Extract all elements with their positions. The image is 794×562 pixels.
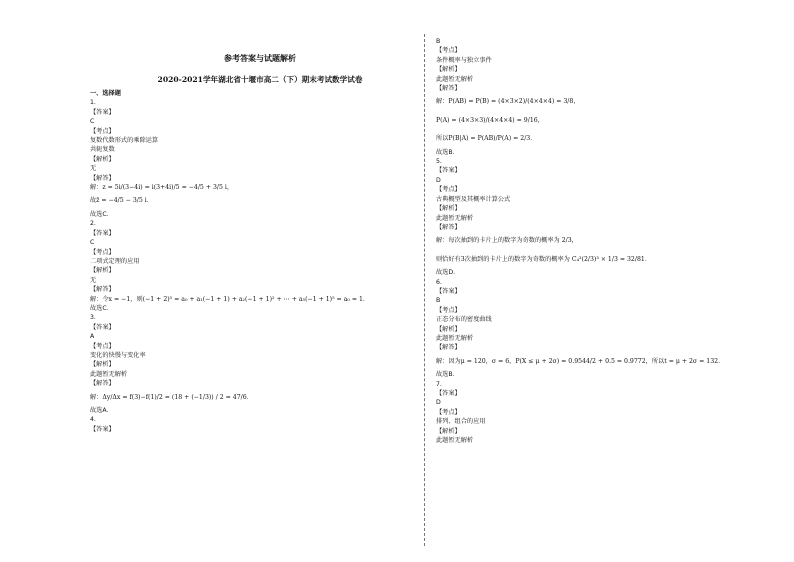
q1-answer-label: 【答案】 bbox=[90, 108, 115, 116]
q3-solution: 解：Δy/Δx = f(3)−f(1)/2 = (18 + (−1/3)) / 2 = 47/6． bbox=[90, 393, 253, 401]
q1-point-2: 共轭复数 bbox=[90, 146, 115, 154]
q6-point-label: 【考点】 bbox=[436, 306, 461, 314]
q5-point-1: 古典概型及其概率计算公式 bbox=[436, 195, 511, 203]
q4-detail-label: 【解答】 bbox=[436, 85, 461, 93]
left-column bbox=[90, 89, 420, 434]
q2-solution: 解：令x = −1，则(−1 + 2)⁵ = a₀ + a₁(−1 + 1) + a₂(−1 + 1)² + ⋯ + a₅(−1 + 1)⁵ = a₀ = 1． bbox=[90, 295, 370, 303]
q4-choice: 故选B． bbox=[436, 148, 459, 156]
section-heading: 一、选择题 bbox=[90, 90, 121, 97]
column-divider bbox=[424, 34, 425, 546]
q1-conclusion: 故z̄ = −4/5 − 3/5 i． bbox=[90, 197, 153, 205]
q1-choice: 故选C． bbox=[90, 210, 113, 218]
q2-number: 2. bbox=[90, 220, 96, 228]
q4-analysis-label: 【解析】 bbox=[436, 66, 461, 74]
q2-analysis-label: 【解析】 bbox=[90, 267, 115, 275]
q2-point-1: 二项式定理的应用 bbox=[90, 257, 140, 265]
q1-analysis: 无 bbox=[90, 165, 97, 173]
q7-answer: D bbox=[436, 399, 441, 407]
q5-answer-label: 【答案】 bbox=[436, 167, 461, 175]
q3-detail-label: 【解答】 bbox=[90, 380, 115, 388]
q6-analysis: 此题暂无解析 bbox=[436, 334, 474, 342]
q6-answer-label: 【答案】 bbox=[436, 287, 461, 295]
q3-choice: 故选A． bbox=[90, 407, 113, 414]
q5-line-2: 则恰好有3次抽到的卡片上的数字为奇数的概率为 C₄³(2/3)³ × 1/3 = 32/81． bbox=[436, 255, 652, 263]
q3-analysis-label: 【解析】 bbox=[90, 361, 115, 369]
q4-analysis: 此题暂无解析 bbox=[436, 75, 474, 83]
q6-line-1: 解：因为μ = 120，σ = 6，P(X ≤ μ + 2σ) = 0.9544/2 + 0.5 = 0.9772，所以t = μ + 2σ = 132． bbox=[436, 357, 725, 365]
q5-answer: D bbox=[436, 176, 441, 184]
q1-answer: C bbox=[90, 118, 95, 126]
q3-analysis: 此题暂无解析 bbox=[90, 370, 128, 378]
q2-answer: C bbox=[90, 239, 95, 247]
q6-point-1: 正态分布的密度曲线 bbox=[436, 316, 492, 324]
q4-line-1: 解：P(AB) = P(B) = (4×3×2)/(4×4×4) = 3/8， bbox=[436, 98, 580, 106]
q3-number: 3. bbox=[90, 314, 96, 322]
q4-point-label: 【考点】 bbox=[436, 47, 461, 55]
q5-line-1: 解：每次抽到的卡片上的数字为奇数的概率为 2/3， bbox=[436, 237, 578, 245]
q7-analysis: 此题暂无解析 bbox=[436, 437, 474, 445]
q2-analysis: 无 bbox=[90, 276, 97, 284]
q1-detail-label: 【解答】 bbox=[90, 174, 115, 182]
answer-key-title: 参考答案与试题解析 bbox=[224, 53, 296, 63]
q5-choice: 故选D． bbox=[436, 269, 460, 277]
q1-solution: 解：z = 5i/(3−4i) = i(3+4i)/5 = −4/5 + 3/5 i， bbox=[90, 184, 234, 192]
q6-choice: 故选B． bbox=[436, 371, 459, 379]
q7-number: 7. bbox=[436, 380, 442, 388]
q6-number: 6. bbox=[436, 278, 442, 286]
q1-point-label: 【考点】 bbox=[90, 127, 115, 135]
q5-detail-label: 【解答】 bbox=[436, 223, 461, 231]
q2-choice: 故选C． bbox=[90, 304, 113, 312]
q3-point-label: 【考点】 bbox=[90, 342, 115, 350]
q1-number: 1. bbox=[90, 99, 96, 107]
q3-answer: A bbox=[90, 333, 95, 341]
q1-point-1: 复数代数形式的乘除运算 bbox=[90, 137, 159, 145]
q4-answer: B bbox=[436, 38, 441, 45]
q4-point-1: 条件概率与独立事件 bbox=[436, 56, 492, 64]
q2-detail-label: 【解答】 bbox=[90, 286, 115, 294]
q7-analysis-label: 【解析】 bbox=[436, 427, 461, 435]
q5-analysis-label: 【解析】 bbox=[436, 205, 461, 213]
q7-point-1: 排列、组合的应用 bbox=[436, 418, 486, 426]
q4-answer-label: 【答案】 bbox=[90, 425, 115, 433]
q5-point-label: 【考点】 bbox=[436, 186, 461, 194]
q4-number: 4. bbox=[90, 416, 96, 424]
q4-line-3: 所以P(B|A) = P(AB)/P(A) = 2/3． bbox=[436, 135, 537, 143]
q7-point-label: 【考点】 bbox=[436, 408, 461, 416]
right-column bbox=[436, 37, 776, 445]
exam-title: 2020-2021学年湖北省十堰市高二（下）期末考试数学试卷 bbox=[157, 75, 363, 84]
q6-analysis-label: 【解析】 bbox=[436, 325, 461, 333]
q2-answer-label: 【答案】 bbox=[90, 229, 115, 237]
q6-detail-label: 【解答】 bbox=[436, 344, 461, 352]
q7-answer-label: 【答案】 bbox=[436, 390, 461, 397]
q5-number: 5. bbox=[436, 158, 442, 166]
q1-analysis-label: 【解析】 bbox=[90, 155, 115, 163]
q6-answer: B bbox=[436, 297, 441, 305]
q3-point-1: 变化的快慢与变化率 bbox=[90, 351, 146, 359]
q4-line-2: P(A) = (4×3×3)/(4×4×4) = 9/16， bbox=[436, 116, 544, 124]
q2-point-label: 【考点】 bbox=[90, 248, 115, 256]
q3-answer-label: 【答案】 bbox=[90, 323, 115, 331]
q5-analysis: 此题暂无解析 bbox=[436, 214, 474, 222]
